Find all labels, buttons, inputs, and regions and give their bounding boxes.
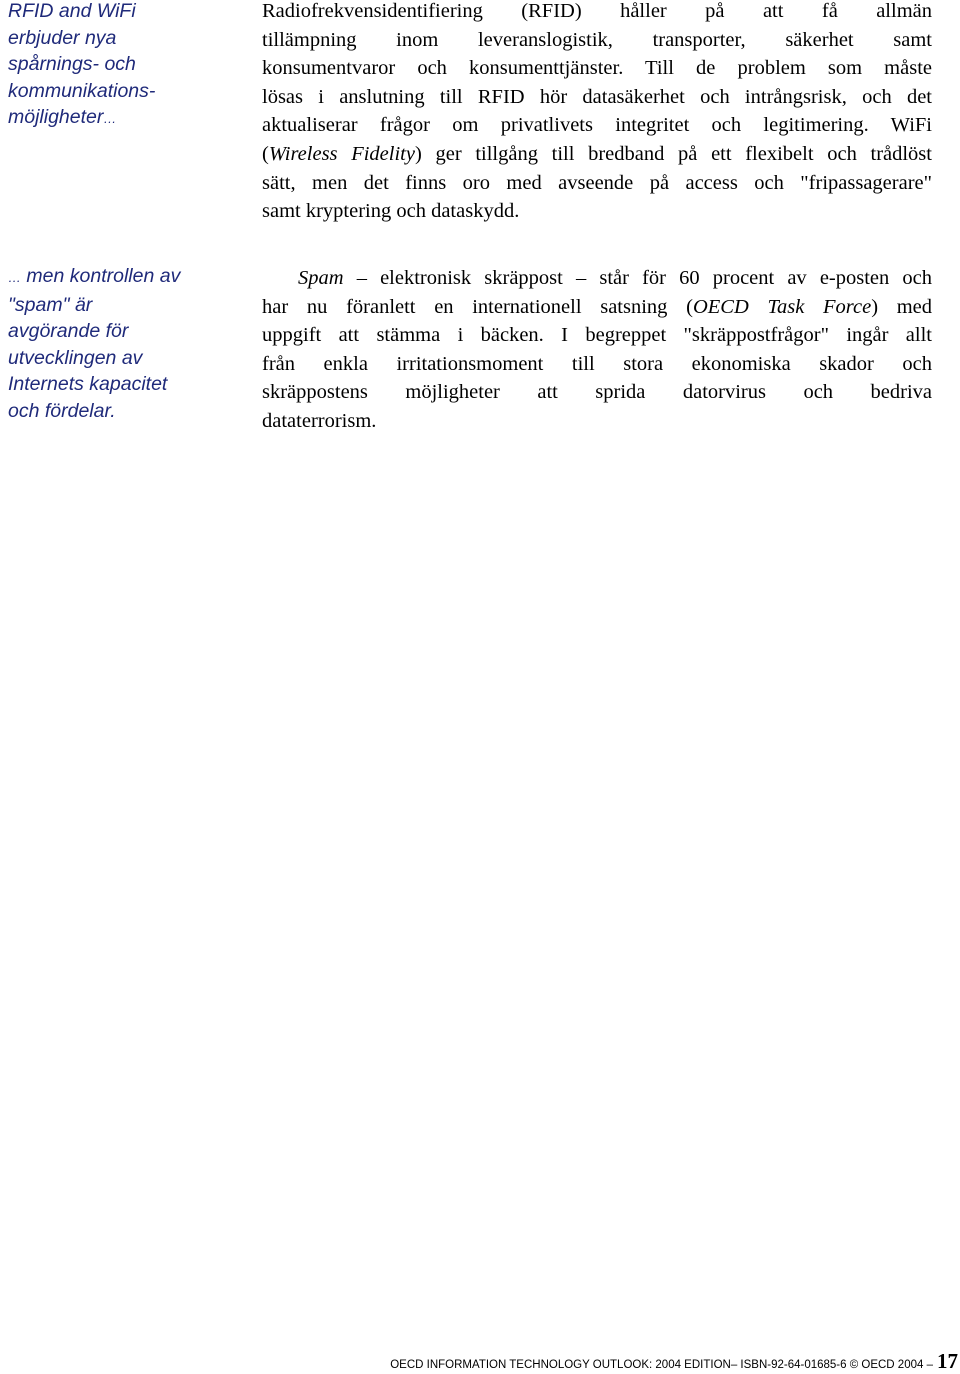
- term-wireless-fidelity: Wireless Fidelity: [268, 142, 415, 165]
- margin-note-spam: [8, 263, 213, 425]
- paragraph-text: har nu föranlett en internationell satsning (: [262, 295, 693, 318]
- paragraph-line: uppgift att stämma i bäcken. I begreppet "skräppostfrågor" ingår allt: [262, 324, 932, 347]
- paragraph-line: skräppostens möjligheter att sprida datorvirus och bedriva: [262, 381, 932, 404]
- paragraph-line: [262, 293, 932, 322]
- term-spam: Spam: [298, 267, 344, 289]
- paragraph-line: från enkla irritationsmoment till stora ekonomiska skador och: [262, 352, 932, 375]
- paragraph-line: dataterrorism.: [262, 409, 377, 432]
- term-oecd-task-force: OECD Task Force: [692, 295, 872, 318]
- footer-publication-info: OECD INFORMATION TECHNOLOGY OUTLOOK: 2004 EDITION– ISBN-92-64-01685-6 © OECD 2004 –: [390, 1359, 933, 1371]
- margin-note-line: Internets kapacitet: [8, 373, 168, 396]
- margin-note-line: erbjuder nya: [8, 26, 117, 49]
- margin-note-text: men kontrollen av: [26, 265, 181, 287]
- margin-note-rfid-wifi: [8, 0, 213, 133]
- paragraph-text: ) ger tillgång till bredband på ett flexibelt och trådlöst: [414, 142, 932, 165]
- margin-note-line: RFID and WiFi: [8, 0, 136, 22]
- paragraph-line: [262, 264, 932, 293]
- paragraph-line: lösas i anslutning till RFID hör datasäkerhet och intrångsrisk, och det: [262, 85, 932, 108]
- margin-note-line: avgörande för: [8, 320, 129, 343]
- margin-note-text: möjligheter: [8, 106, 104, 129]
- paragraph-line: sätt, men det finns oro med avseende på access och "fripassagerare": [262, 171, 932, 194]
- margin-note-line: utvecklingen av: [8, 346, 143, 369]
- ellipsis: …: [8, 270, 21, 285]
- margin-note-line: spårnings- och: [8, 53, 136, 76]
- ellipsis: …: [103, 111, 117, 127]
- margin-note-line: kommunikations-: [8, 79, 156, 102]
- paragraph-line: [262, 140, 932, 169]
- paragraph-line: samt kryptering och dataskydd.: [262, 200, 520, 223]
- paren-open: (: [262, 142, 269, 165]
- paragraph-line: Radiofrekvensidentifiering (RFID) håller på att få allmän: [262, 0, 932, 22]
- paragraph-text: – elektronisk skräppost – står för 60 procent av e-posten och: [343, 267, 932, 289]
- body-paragraph-spam: [262, 264, 932, 436]
- page-number: 17: [937, 1349, 958, 1373]
- paragraph-text: ) med: [871, 295, 933, 318]
- page-footer: [390, 1349, 958, 1374]
- margin-note-line: "spam" är: [8, 293, 93, 316]
- paragraph-line: aktualiserar frågor om privatlivets integritet och legitimering. WiFi: [262, 114, 932, 137]
- body-paragraph-rfid-wifi: [262, 0, 932, 226]
- paragraph-line: konsumentvaror och konsumenttjänster. Till de problem som måste: [262, 57, 932, 80]
- margin-note-line: och fördelar.: [8, 399, 116, 422]
- paragraph-line: tillämpning inom leveranslogistik, transporter, säkerhet samt: [262, 28, 932, 51]
- margin-note-line: [8, 263, 213, 292]
- margin-note-line: [8, 104, 213, 133]
